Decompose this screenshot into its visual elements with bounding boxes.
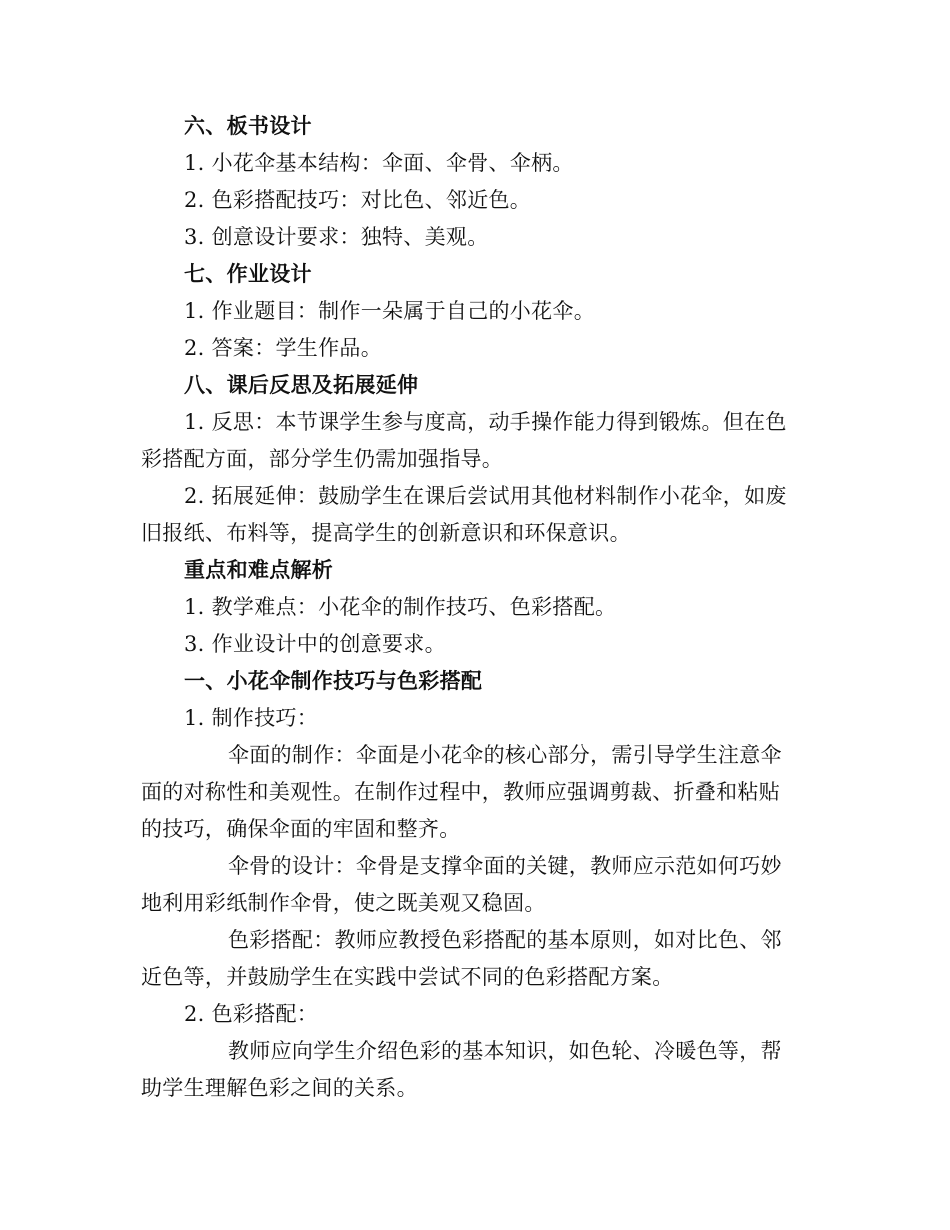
paragraph-line: 面的对称性和美观性。在制作过程中，教师应强调剪裁、折叠和粘贴 xyxy=(141,780,780,804)
list-item: 2. 色彩搭配技巧：对比色、邻近色。 xyxy=(184,188,532,212)
paragraph-line: 地利用彩纸制作伞骨，使之既美观又稳固。 xyxy=(141,891,546,915)
paragraph-line: 彩搭配方面，部分学生仍需加强指导。 xyxy=(141,447,504,471)
paragraph-line: 色彩搭配：教师应教授色彩搭配的基本原则，如对比色、邻 xyxy=(228,928,782,952)
paragraph-line: 伞骨的设计：伞骨是支撑伞面的关键，教师应示范如何巧妙 xyxy=(228,854,782,878)
paragraph-line: 的技巧，确保伞面的牢固和整齐。 xyxy=(141,817,461,841)
list-item: 2. 答案：学生作品。 xyxy=(184,336,383,360)
section-heading-reflection: 八、课后反思及拓展延伸 xyxy=(184,372,419,397)
paragraph-line: 助学生理解色彩之间的关系。 xyxy=(141,1076,418,1100)
section-heading-board-design: 六、板书设计 xyxy=(184,113,312,138)
list-item: 3. 创意设计要求：独特、美观。 xyxy=(184,225,489,249)
paragraph-line: 近色等，并鼓励学生在实践中尝试不同的色彩搭配方案。 xyxy=(141,965,674,989)
paragraph-line: 伞面的制作：伞面是小花伞的核心部分，需引导学生注意伞 xyxy=(228,743,782,767)
list-item: 3. 作业设计中的创意要求。 xyxy=(184,632,446,656)
list-item: 1. 作业题目：制作一朵属于自己的小花伞。 xyxy=(184,299,596,323)
paragraph-line: 教师应向学生介绍色彩的基本知识，如色轮、冷暖色等，帮 xyxy=(228,1039,782,1063)
section-heading-part-one: 一、小花伞制作技巧与色彩搭配 xyxy=(184,668,483,693)
list-item: 1. 小花伞基本结构：伞面、伞骨、伞柄。 xyxy=(184,151,574,175)
list-item: 1. 教学难点：小花伞的制作技巧、色彩搭配。 xyxy=(184,595,617,619)
list-item: 1. 制作技巧： xyxy=(184,706,319,730)
section-heading-key-points: 重点和难点解析 xyxy=(184,557,334,582)
paragraph-line: 2. 拓展延伸：鼓励学生在课后尝试用其他材料制作小花伞，如废 xyxy=(184,484,787,508)
paragraph-line: 旧报纸、布料等，提高学生的创新意识和环保意识。 xyxy=(141,521,631,545)
list-item: 2. 色彩搭配： xyxy=(184,1002,319,1026)
section-heading-homework: 七、作业设计 xyxy=(184,261,312,286)
paragraph-line: 1. 反思：本节课学生参与度高，动手操作能力得到锻炼。但在色 xyxy=(184,410,787,434)
